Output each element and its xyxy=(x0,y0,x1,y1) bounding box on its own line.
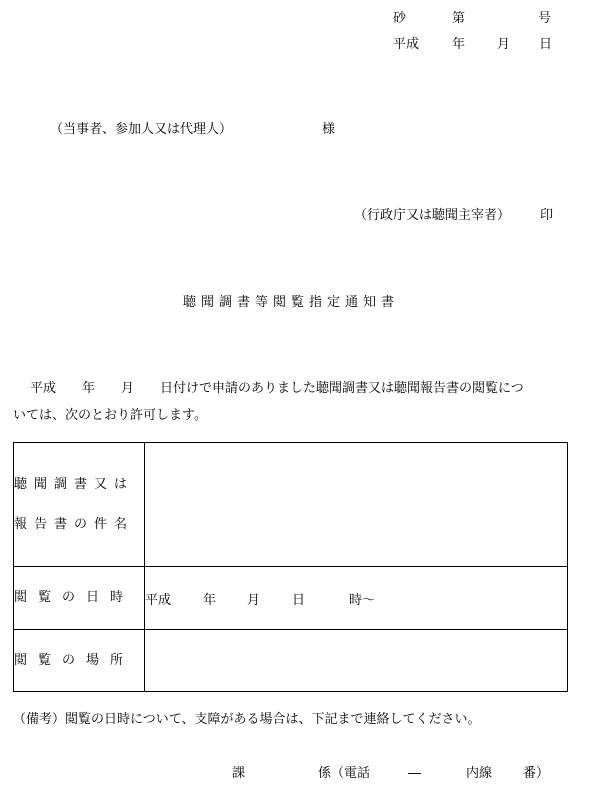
datetime-label: 閲覧の日時 xyxy=(14,590,135,605)
recipient-label: （当事者、参加人又は代理人） xyxy=(50,122,233,137)
place-label-cell xyxy=(14,630,145,692)
date-year: 年 xyxy=(452,37,466,52)
place-value-cell xyxy=(145,630,568,692)
datetime-era: 平成 xyxy=(145,592,172,608)
inspection-table xyxy=(13,442,568,692)
document-number-char-3: 号 xyxy=(538,11,552,26)
subject-label-line-1: 聴聞調書又は xyxy=(14,476,135,492)
document-number-char-2: 第 xyxy=(452,11,466,26)
body-text-line-1: 平成 年 月 日付けで申請のありました聴聞調書又は聴聞報告書の閲覧につ xyxy=(30,381,524,396)
table-row-place xyxy=(14,630,568,692)
contact-extension: 内線 xyxy=(466,766,493,781)
date-month: 月 xyxy=(497,37,511,52)
remarks-note: （備考）閲覧の日時について、支障がある場合は、下記まで連絡してください。 xyxy=(13,712,481,727)
datetime-value-cell xyxy=(145,567,568,630)
datetime-month: 月 xyxy=(247,592,261,608)
datetime-hour: 時～ xyxy=(349,592,376,608)
table-row-datetime xyxy=(14,567,568,630)
contact-section: 課 xyxy=(232,766,246,781)
place-label: 閲覧の場所 xyxy=(14,652,135,668)
table-row-subject xyxy=(14,443,568,567)
date-era: 平成 xyxy=(393,37,420,52)
document-title: 聴聞調書等閲覧指定通知書 xyxy=(183,295,400,310)
sender-seal: 印 xyxy=(540,208,554,223)
subject-label-line-2: 報告書の件名 xyxy=(14,516,135,532)
contact-number-suffix: 番） xyxy=(523,766,550,781)
document-number-char-1: 砂 xyxy=(393,11,407,26)
date-day: 日 xyxy=(539,37,553,52)
contact-phone-dash: ― xyxy=(408,766,421,781)
body-text-line-2: いては、次のとおり許可します。 xyxy=(13,408,207,423)
contact-subsection-phone: 係（電話 xyxy=(318,766,371,781)
recipient-honorific: 様 xyxy=(322,122,336,137)
datetime-day: 日 xyxy=(292,592,306,608)
subject-label-cell xyxy=(14,443,145,567)
datetime-label-cell xyxy=(14,567,145,630)
datetime-year: 年 xyxy=(203,592,217,608)
sender-label: （行政庁又は聴聞主宰者） xyxy=(354,208,511,223)
subject-value-cell xyxy=(145,443,568,567)
